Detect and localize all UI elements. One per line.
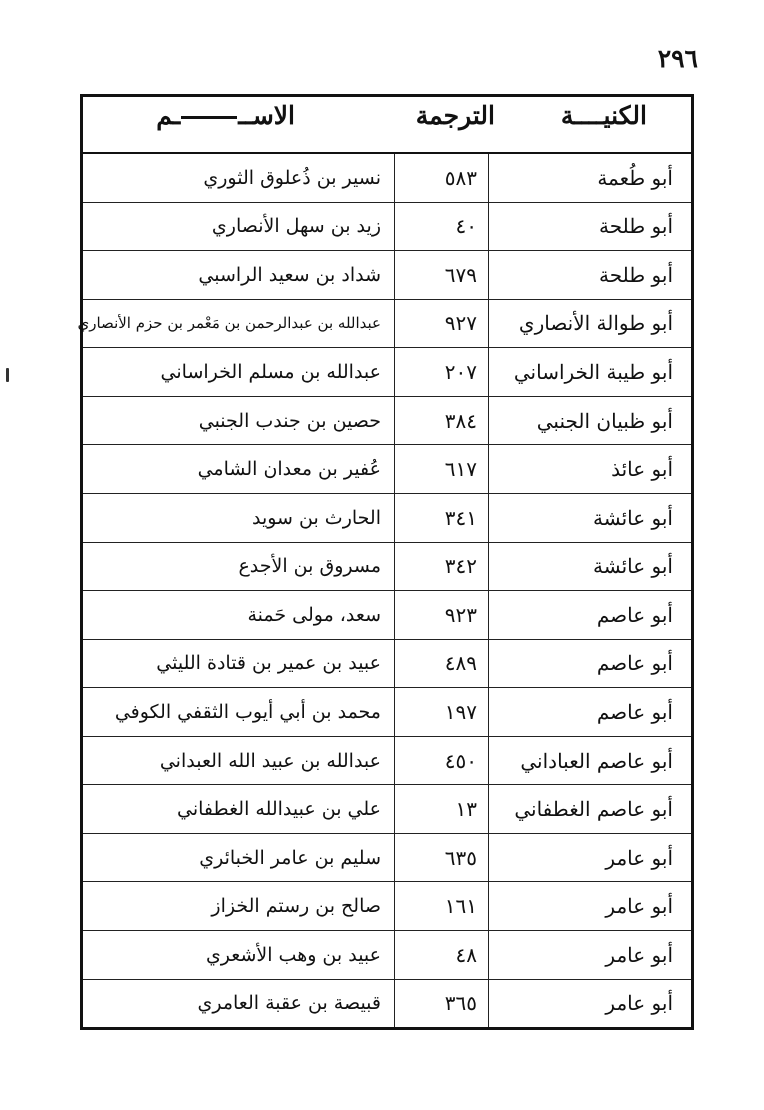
table-row	[83, 834, 691, 883]
cell-kunya: أبو طلحة	[599, 214, 673, 239]
cell-name: عبدالله بن عبدالرحمن بن مَعْمر بن حزم الأنصاري	[77, 314, 381, 333]
table-row	[83, 591, 691, 640]
table-header	[83, 97, 691, 154]
cell-kunya: أبو عائذ	[611, 457, 673, 482]
cell-tarjama: ٦١٧	[444, 457, 477, 482]
cell-name: الحارث بن سويد	[251, 506, 381, 529]
cell-kunya: أبو عاصم الغطفاني	[514, 797, 673, 822]
table-row	[83, 154, 691, 203]
cell-tarjama: ١٦١	[444, 894, 477, 919]
cell-tarjama: ٤٨٩	[444, 651, 477, 676]
cell-kunya: أبو عامر	[605, 894, 673, 919]
cell-kunya: أبو طُعمة	[597, 165, 673, 190]
cell-tarjama: ٣٨٤	[444, 408, 477, 433]
cell-tarjama: ٩٢٧	[444, 311, 477, 336]
cell-name: صالح بن رستم الخزاز	[211, 895, 381, 918]
cell-kunya: أبو عاصم العباداني	[520, 748, 673, 773]
cell-kunya: أبو طيبة الخراساني	[513, 360, 673, 385]
table-row	[83, 397, 691, 446]
table-row	[83, 494, 691, 543]
cell-tarjama: ٣٤٢	[444, 554, 477, 579]
cell-name: علي بن عبيدالله الغطفاني	[177, 798, 381, 821]
header-kunya: الكنيــــة	[560, 101, 647, 130]
header-name-part2: ـم	[156, 101, 181, 130]
cell-tarjama: ٤٠	[455, 214, 477, 239]
cell-name: مسروق بن الأجدع	[238, 555, 381, 578]
table-row	[83, 688, 691, 737]
table-row	[83, 251, 691, 300]
table-row	[83, 980, 691, 1028]
cell-name: سعد، مولى حَمنة	[247, 603, 381, 626]
table-row	[83, 882, 691, 931]
cell-tarjama: ١٩٧	[444, 699, 477, 724]
cell-tarjama: ٣٦٥	[444, 991, 477, 1016]
table-row	[83, 640, 691, 689]
cell-name: سليم بن عامر الخبائري	[199, 846, 381, 869]
cell-tarjama: ٦٣٥	[444, 845, 477, 870]
cell-tarjama: ٦٧٩	[444, 262, 477, 287]
cell-tarjama: ٤٨	[455, 942, 477, 967]
cell-name: حصين بن جندب الجنبي	[198, 409, 381, 432]
cell-tarjama: ١٣	[455, 797, 477, 822]
table-row	[83, 737, 691, 786]
cell-tarjama: ٥٨٣	[444, 165, 477, 190]
cell-kunya: أبو عاصم	[596, 699, 673, 724]
cell-kunya: أبو عاصم	[596, 602, 673, 627]
table-row	[83, 445, 691, 494]
table-row	[83, 543, 691, 592]
cell-name: محمد بن أبي أيوب الثقفي الكوفي	[114, 700, 381, 723]
kashida-stroke	[181, 116, 237, 119]
cell-kunya: أبو عائشة	[593, 505, 673, 530]
header-tarjama: الترجمة	[415, 101, 495, 130]
cell-name: نسير بن ذُعلوق الثوري	[203, 166, 381, 189]
cell-name: زيد بن سهل الأنصاري	[211, 215, 381, 238]
table-row	[83, 931, 691, 980]
cell-tarjama: ٩٢٣	[444, 602, 477, 627]
table-row	[83, 785, 691, 834]
header-name	[156, 101, 295, 130]
cell-tarjama: ٣٤١	[444, 505, 477, 530]
cell-kunya: أبو عائشة	[593, 554, 673, 579]
page-number: ٢٩٦	[657, 44, 698, 73]
table-row	[83, 203, 691, 252]
cell-name: عبيد بن عمير بن قتادة الليثي	[156, 652, 381, 675]
cell-name: عبدالله بن عبيد الله العبداني	[159, 749, 381, 772]
cell-kunya: أبو عامر	[605, 942, 673, 967]
cell-kunya: أبو عاصم	[596, 651, 673, 676]
cell-name: قبيصة بن عقبة العامري	[197, 992, 381, 1015]
kunya-index-table	[77, 94, 694, 1030]
table-body	[77, 154, 691, 1027]
cell-kunya: أبو طوالة الأنصاري	[518, 311, 673, 336]
table-row	[77, 300, 691, 349]
cell-name: عبيد بن وهب الأشعري	[205, 943, 381, 966]
cell-name: عُفير بن معدان الشامي	[197, 458, 381, 481]
cell-tarjama: ٤٥٠	[444, 748, 477, 773]
margin-mark	[6, 368, 9, 382]
cell-kunya: أبو عامر	[605, 991, 673, 1016]
header-name-part1: الاســ	[238, 101, 295, 130]
table-row	[83, 348, 691, 397]
cell-kunya: أبو عامر	[605, 845, 673, 870]
cell-name: شداد بن سعيد الراسبي	[198, 263, 381, 286]
cell-kunya: أبو طلحة	[599, 262, 673, 287]
cell-tarjama: ٢٠٧	[444, 360, 477, 385]
cell-kunya: أبو ظبيان الجنبي	[536, 408, 673, 433]
cell-name: عبدالله بن مسلم الخراساني	[160, 361, 381, 384]
